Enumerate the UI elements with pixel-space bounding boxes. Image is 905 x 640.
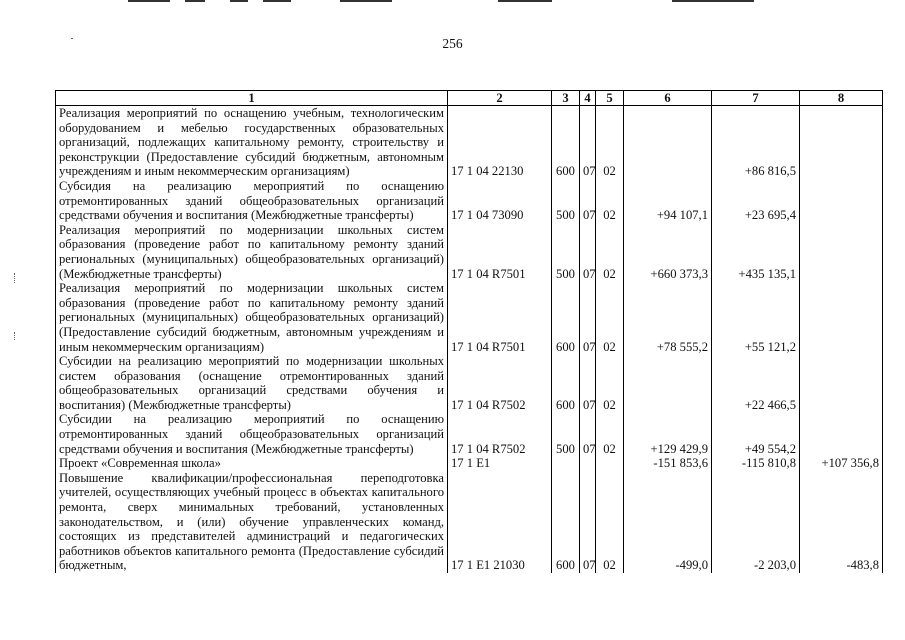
row-c4: 07 — [580, 281, 596, 354]
table-row — [56, 456, 883, 471]
header-row — [56, 91, 883, 106]
row-c8 — [800, 223, 883, 281]
row-c8 — [800, 412, 883, 456]
row-c4 — [580, 456, 596, 471]
row-c6: +129 429,9 — [624, 412, 712, 456]
table-row — [56, 412, 883, 456]
row-code: 17 1 04 R7502 — [448, 412, 552, 456]
row-c8: +107 356,8 — [800, 456, 883, 471]
row-c3: 600 — [552, 106, 580, 179]
row-description: Субсидия на реализацию мероприятий по оснащению отремонтированных зданий общеобразовательных организаций средствами обучения и воспитания (Межбюджетные трансферты) — [56, 179, 448, 223]
row-code: 17 1 04 R7501 — [448, 223, 552, 281]
top-scan-mark — [185, 0, 205, 2]
top-scan-mark — [672, 0, 754, 2]
row-code: 17 1 04 22130 — [448, 106, 552, 179]
col-header: 4 — [580, 91, 596, 106]
row-c4: 07 — [580, 223, 596, 281]
row-c8: -483,8 — [800, 471, 883, 573]
table-row — [56, 223, 883, 281]
row-c5: 02 — [596, 471, 624, 573]
col-header: 7 — [712, 91, 800, 106]
row-code: 17 1 E1 21030 — [448, 471, 552, 573]
row-c3: 500 — [552, 179, 580, 223]
table-row — [56, 106, 883, 179]
row-description: Субсидии на реализацию мероприятий по модернизации школьных систем образования (оснащение отремонтированных зданий общеобразовательных организаций средствами обучения и воспитания) (Межбюджетные трансферты) — [56, 354, 448, 412]
row-c6: -151 853,6 — [624, 456, 712, 471]
row-c7: +49 554,2 — [712, 412, 800, 456]
row-c5: 02 — [596, 106, 624, 179]
row-c7: -2 203,0 — [712, 471, 800, 573]
col-header: 1 — [56, 91, 448, 106]
row-description: Проект «Современная школа» — [56, 456, 448, 471]
row-c7: +86 816,5 — [712, 106, 800, 179]
row-description: Реализация мероприятий по модернизации школьных систем образования (проведение работ по капитальному ремонту зданий региональных (муниципальных) общеобразовательных организаций) (Предоставление субсидий бюджетным, автономным учреждениям и иным некоммерческим организациям) — [56, 281, 448, 354]
row-c7: -115 810,8 — [712, 456, 800, 471]
top-scan-mark — [230, 0, 248, 2]
page-number: 256 — [442, 36, 463, 51]
row-c5: 02 — [596, 354, 624, 412]
row-c6: +78 555,2 — [624, 281, 712, 354]
row-c3: 600 — [552, 471, 580, 573]
top-scan-mark — [263, 0, 291, 2]
row-c3: 500 — [552, 412, 580, 456]
row-c6 — [624, 354, 712, 412]
row-c4: 07 — [580, 354, 596, 412]
row-c8 — [800, 179, 883, 223]
row-c5: 02 — [596, 179, 624, 223]
row-code: 17 1 04 73090 — [448, 179, 552, 223]
row-c5: 02 — [596, 281, 624, 354]
col-header: 5 — [596, 91, 624, 106]
row-c3: 600 — [552, 354, 580, 412]
row-c6: +660 373,3 — [624, 223, 712, 281]
top-scan-mark — [498, 0, 552, 2]
row-c7: +22 466,5 — [712, 354, 800, 412]
col-header: 2 — [448, 91, 552, 106]
row-code: 17 1 04 R7502 — [448, 354, 552, 412]
row-c3: 500 — [552, 223, 580, 281]
margin-mark — [14, 332, 17, 340]
budget-table — [55, 90, 883, 573]
row-c8 — [800, 281, 883, 354]
row-c8 — [800, 106, 883, 179]
table-row — [56, 281, 883, 354]
table-row — [56, 179, 883, 223]
row-code: 17 1 E1 — [448, 456, 552, 471]
row-c5 — [596, 456, 624, 471]
top-scan-mark — [128, 0, 170, 2]
top-scan-mark — [340, 0, 392, 2]
row-c7: +435 135,1 — [712, 223, 800, 281]
col-header: 6 — [624, 91, 712, 106]
row-c7: +55 121,2 — [712, 281, 800, 354]
row-c3: 600 — [552, 281, 580, 354]
margin-mark — [14, 273, 17, 283]
row-c4: 07 — [580, 106, 596, 179]
row-description: Реализация мероприятий по оснащению учебным, технологическим оборудованием и мебелью государственных образовательных организаций, подлежащих капитальному ремонту, строительству и реконструкции (Предоставление субсидий бюджетным, автономным учреждениям и иным некоммерческим организациям) — [56, 106, 448, 179]
row-c4: 07 — [580, 471, 596, 573]
row-c6: +94 107,1 — [624, 179, 712, 223]
row-c4: 07 — [580, 412, 596, 456]
col-header: 8 — [800, 91, 883, 106]
row-c6: -499,0 — [624, 471, 712, 573]
row-description: Субсидии на реализацию мероприятий по оснащению отремонтированных зданий общеобразовательных организаций средствами обучения и воспитания (Межбюджетные трансферты) — [56, 412, 448, 456]
row-c3 — [552, 456, 580, 471]
row-c5: 02 — [596, 223, 624, 281]
row-description: Повышение квалификации/профессиональная переподготовка учителей, осуществляющих учебный процесс в объектах капитального ремонта, сверх минимальных требований, установленных законодательством, и (или) обучение управленческих команд, состоящих из представителей администраций и педагогических работников объектов капитального ремонта (Предоставление субсидий бюджетным, — [56, 471, 448, 573]
table-row — [56, 471, 883, 573]
row-description: Реализация мероприятий по модернизации школьных систем образования (проведение работ по капитальному ремонту зданий региональных (муниципальных) общеобразовательных организаций) (Межбюджетные трансферты) — [56, 223, 448, 281]
row-c6 — [624, 106, 712, 179]
row-c5: 02 — [596, 412, 624, 456]
row-c8 — [800, 354, 883, 412]
table-row — [56, 354, 883, 412]
row-c4: 07 — [580, 179, 596, 223]
row-code: 17 1 04 R7501 — [448, 281, 552, 354]
row-c7: +23 695,4 — [712, 179, 800, 223]
col-header: 3 — [552, 91, 580, 106]
